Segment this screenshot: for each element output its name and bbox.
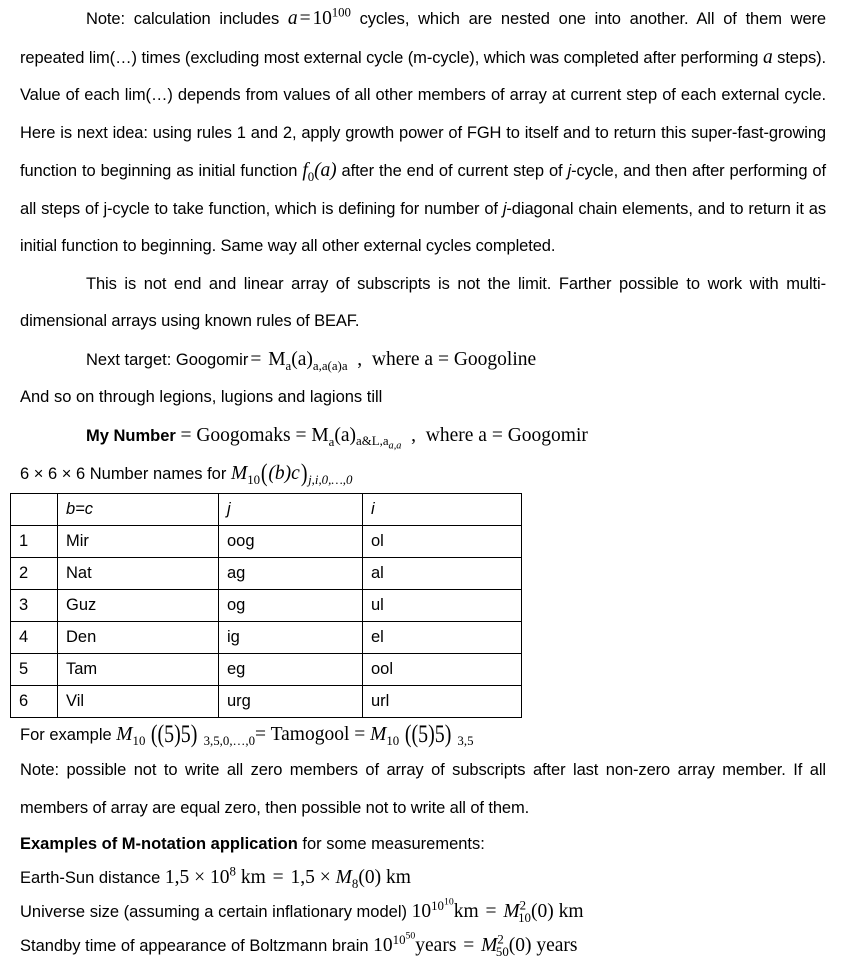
paragraph-not-end: This is not end and linear array of subscripts is not the limit. Farther possible to work with multi-dimensional arrays using known rules of BEAF.: [20, 274, 826, 330]
m1-m-superscript: 2: [519, 898, 527, 913]
m2-unit1: years: [415, 935, 457, 957]
table-heading-line: [0, 457, 842, 491]
m0-value: 1,5: [164, 867, 190, 889]
func-f-argument: (a): [314, 160, 337, 181]
row-index: 2: [11, 558, 58, 590]
my-number-where: where a = Googomir: [425, 424, 588, 446]
table-row: [11, 558, 522, 590]
measurement-formula: [411, 896, 584, 926]
measurement-label: Universe size (assuming a certain inflationary model): [20, 903, 412, 922]
number-names-table-wrapper: [0, 491, 842, 718]
row-index: 1: [11, 526, 58, 558]
row-bc: Tam: [58, 654, 219, 686]
measurement-universe-size: [0, 895, 842, 929]
m2-ten: 10: [373, 935, 393, 957]
p1-text-e: -cycle, and then after performing of all steps of j-cycle to take function, which is defining for number of: [20, 162, 826, 218]
next-target-formula: [248, 348, 537, 373]
row-bc: Den: [58, 622, 219, 654]
p1-text-d: after the end of current step of: [336, 162, 568, 180]
m0-value2: 1,5: [290, 867, 315, 889]
my-number-comma: ,: [411, 424, 417, 446]
measurement-formula: [164, 864, 411, 892]
example-m1-argument: ((5)5): [151, 721, 198, 749]
row-bc: Nat: [58, 558, 219, 590]
table-row: [11, 590, 522, 622]
table-header-index: [11, 494, 58, 526]
table-header-bc: b=c: [58, 494, 219, 526]
m1-equals: =: [485, 901, 497, 923]
example-m1: M: [116, 724, 133, 746]
measurement-label: Earth-Sun distance: [20, 869, 165, 888]
heading-paren-close: ): [300, 460, 308, 488]
example-m2-argument: ((5)5): [405, 721, 452, 749]
ten-base: 10: [312, 8, 332, 29]
m-argument: (a): [291, 348, 313, 370]
m0-times2: ×: [319, 867, 331, 889]
measurement-formula: [373, 930, 578, 960]
p1-math-a2: [763, 47, 773, 68]
m1-m-argument: (0): [530, 901, 554, 923]
equals-sign: =: [299, 8, 311, 29]
table-heading-formula: [230, 460, 353, 488]
row-bc: Guz: [58, 590, 219, 622]
p1-math-f0-a: [302, 160, 337, 184]
my-number-m-subscript: a: [328, 434, 335, 449]
m2-m-argument: (0): [508, 935, 532, 957]
row-index: 3: [11, 590, 58, 622]
row-j: urg: [219, 686, 363, 718]
m0-ten: 10: [210, 867, 230, 889]
example-m2: M: [370, 724, 387, 746]
m-array-subscript: a,a(a)a: [312, 358, 348, 373]
next-target-label: Next target: Googomir: [86, 350, 249, 369]
example-line: [0, 718, 842, 752]
m1-exponent-base: 10: [431, 898, 444, 913]
table-row: [11, 622, 522, 654]
examples-heading-bold: Examples of M-notation application: [20, 835, 298, 854]
number-names-table: [10, 493, 522, 718]
heading-arg-c: c: [291, 463, 300, 484]
my-number-array-subscript: [356, 434, 402, 452]
m2-unit2: years: [531, 935, 578, 957]
examples-heading-line: [0, 827, 842, 861]
m2-exponent-base: 10: [392, 932, 406, 947]
my-number-label: My Number: [86, 426, 176, 445]
m0-exponent: 8: [229, 864, 236, 879]
row-j: og: [219, 590, 363, 622]
row-index: 6: [11, 686, 58, 718]
row-i: ool: [363, 654, 522, 686]
row-j: oog: [219, 526, 363, 558]
m0-equals: =: [272, 867, 284, 889]
table-body: [11, 494, 522, 718]
my-number-m-argument: (a): [334, 424, 357, 446]
p1-math-j2: j: [502, 199, 507, 218]
p1-text-b: cycles, which are nested one into another. All of them were repeated lim(…) times (excluding most external cycle (m-cycle), which was completed after performing: [20, 10, 826, 67]
m2-m-subscript: 50: [495, 945, 509, 960]
heading-arg-b: (b): [268, 463, 292, 484]
measurement-earth-sun: [0, 861, 842, 895]
func-f-subscript-0: 0: [307, 169, 315, 184]
m1-exponent-exponent: 10: [443, 896, 454, 908]
table-header-i: i: [363, 494, 522, 526]
row-bc: Vil: [58, 686, 219, 718]
example-m2-array-subscript: 3,5: [457, 734, 474, 749]
table-row: [11, 654, 522, 686]
func-f: f: [302, 160, 308, 181]
m1-unit1: km: [453, 901, 479, 923]
heading-paren-open: (: [260, 460, 268, 488]
table-header-j: j: [219, 494, 363, 526]
var-a-2: a: [762, 46, 773, 68]
m0-times: ×: [194, 867, 206, 889]
m-operator: M: [268, 348, 286, 370]
p1-text-f: -diagonal chain elements, and to return it as initial function to beginning. Same way all other external cycles completed.: [20, 199, 826, 255]
m2-equals: =: [463, 935, 475, 957]
row-i: ol: [363, 526, 522, 558]
p1-text-c: steps). Value of each lim(…) depends from values of all other members of array at current step of each external cycle. Here is next idea: using rules 1 and 2, apply growth power of FGH to itself and to return this super-fast-growing function to beginning as initial function: [20, 48, 826, 180]
m0-unit2: km: [381, 867, 411, 889]
m1-ten: 10: [411, 901, 432, 923]
row-j: ig: [219, 622, 363, 654]
p1-math-j: j: [567, 162, 572, 180]
next-target-equals: =: [250, 348, 262, 370]
m0-m-argument: (0): [358, 867, 382, 889]
m2-m-operator: M: [481, 935, 498, 957]
my-number-sub-nested: a,a: [388, 440, 402, 452]
table-header-row: [11, 494, 522, 526]
measurement-boltzmann-brain: [0, 929, 842, 963]
row-i: al: [363, 558, 522, 590]
my-number-formula: [180, 424, 588, 452]
m0-m-subscript: 8: [351, 877, 359, 892]
table-row: [11, 686, 522, 718]
m1-exponent: [431, 896, 454, 913]
paragraph-note-calculation: [0, 0, 842, 266]
m1-m-operator: M: [503, 901, 520, 923]
table-heading-prefix: 6 × 6 × 6 Number names for: [20, 465, 231, 483]
example-prefix: For example: [20, 726, 117, 745]
heading-m-operator: M: [230, 463, 248, 484]
my-number-eq1: = Googomaks =: [180, 424, 307, 446]
m2-m-superscript: 2: [497, 932, 504, 947]
example-equals-tamogool: = Tamogool =: [255, 724, 371, 746]
row-i: ul: [363, 590, 522, 622]
example-m2-subscript: 10: [386, 734, 400, 749]
example-m1-subscript: 10: [132, 734, 146, 749]
row-i: url: [363, 686, 522, 718]
p1-text-a: Note: calculation includes: [86, 10, 288, 28]
legions-line: And so on through legions, lugions and lagions till: [20, 388, 383, 406]
row-j: eg: [219, 654, 363, 686]
m1-unit2: km: [553, 901, 584, 923]
m1-m-subscript: 10: [518, 911, 531, 926]
row-bc: Mir: [58, 526, 219, 558]
heading-array-subscript: j,i,0,…,0: [308, 472, 353, 487]
m2-exponent-exponent: 50: [405, 930, 416, 942]
next-target-where: where a = Googoline: [371, 348, 537, 370]
var-a: a: [287, 8, 298, 29]
my-number-sub-main: a&L,a: [356, 434, 389, 449]
row-j: ag: [219, 558, 363, 590]
measurement-label: Standby time of appearance of Boltzmann brain: [20, 937, 374, 956]
next-target-line: [0, 341, 842, 380]
p1-math-a-equals-ten-pow: [287, 5, 351, 29]
row-i: el: [363, 622, 522, 654]
example-m1-array-subscript: 3,5,0,…,0: [203, 734, 256, 749]
m-subscript-a: a: [285, 358, 292, 373]
exponent-100: 100: [331, 5, 351, 20]
examples-heading-rest: for some measurements:: [297, 835, 485, 854]
m0-unit1: km: [235, 867, 266, 889]
m0-m-operator: M: [335, 867, 352, 889]
my-number-line: [0, 417, 842, 456]
heading-m-subscript: 10: [247, 472, 261, 487]
paragraph-note-zero-members: Note: possible not to write all zero members of array of subscripts after last non-zero array member. If all members of array are equal zero, then possible not to write all of them.: [20, 761, 826, 817]
my-number-m-operator: M: [311, 424, 329, 446]
table-row: [11, 526, 522, 558]
row-index: 4: [11, 622, 58, 654]
m2-exponent: [392, 930, 416, 947]
example-formula: [116, 721, 474, 749]
row-index: 5: [11, 654, 58, 686]
next-target-comma: ,: [357, 348, 363, 370]
